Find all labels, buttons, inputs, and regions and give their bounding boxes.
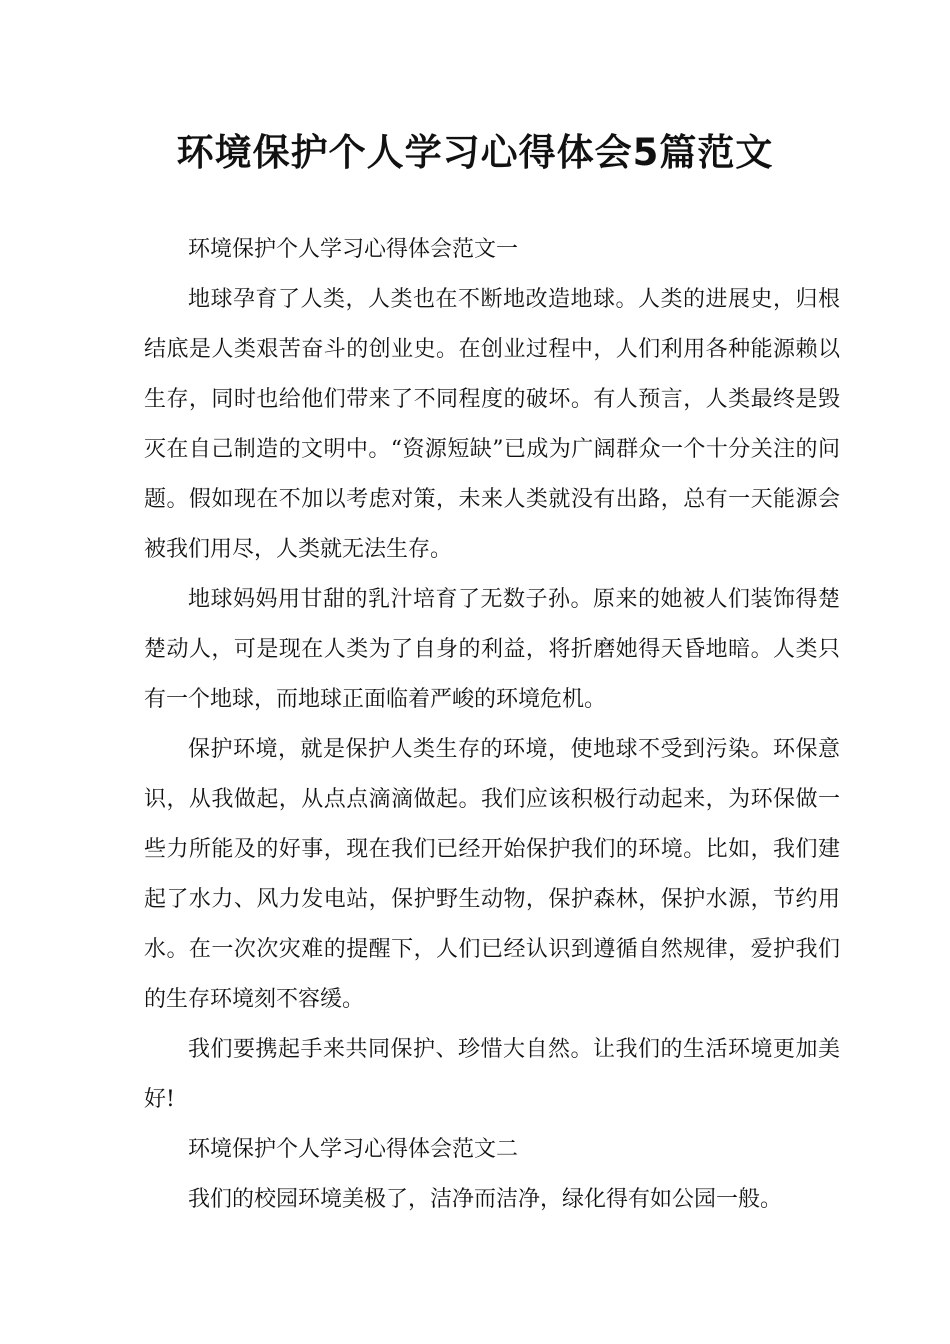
paragraph: 我们的校园环境美极了，洁净而洁净，绿化得有如公园一般。	[188, 1187, 783, 1212]
paragraph: 保护环境，就是保护人类生存的环境，使地球不受到污染。环保意识，从我做起，从点点滴滴做起。我们应该积极行动起来，为环保做一些力所能及的好事，现在我们已经开始保护我们的环境。比如，我们建起了水力、风力发电站，保护野生动物，保护森林，保护水源，节约用水。在一次次灾难的提醒下，人们已经认识到遵循自然规律，爱护我们的生存环境刻不容缓。	[144, 737, 840, 1012]
paragraph: 地球孕育了人类，人类也在不断地改造地球。人类的进展史，归根结底是人类艰苦奋斗的创业史。在创业过程中，人们利用各种能源赖以生存，同时也给他们带来了不同程度的破坏。有人预言，人类最终是毁灭在自己制造的文明中。“资源短缺”已成为广阔群众一个十分关注的问题。假如现在不加以考虑对策，未来人类就没有出路，总有一天能源会被我们用尽，人类就无法生存。	[144, 287, 840, 562]
document-body	[144, 225, 840, 1225]
document-title: 环境保护个人学习心得体会5篇范文	[176, 131, 774, 174]
section-heading-2: 环境保护个人学习心得体会范文二	[188, 1137, 519, 1162]
section-heading-1: 环境保护个人学习心得体会范文一	[188, 237, 519, 262]
paragraph: 地球妈妈用甘甜的乳汁培育了无数子孙。原来的她被人们装饰得楚楚动人，可是现在人类为了自身的利益，将折磨她得天昏地暗。人类只有一个地球，而地球正面临着严峻的环境危机。	[144, 587, 840, 712]
paragraph: 我们要携起手来共同保护、珍惜大自然。让我们的生活环境更加美好!	[144, 1037, 840, 1112]
